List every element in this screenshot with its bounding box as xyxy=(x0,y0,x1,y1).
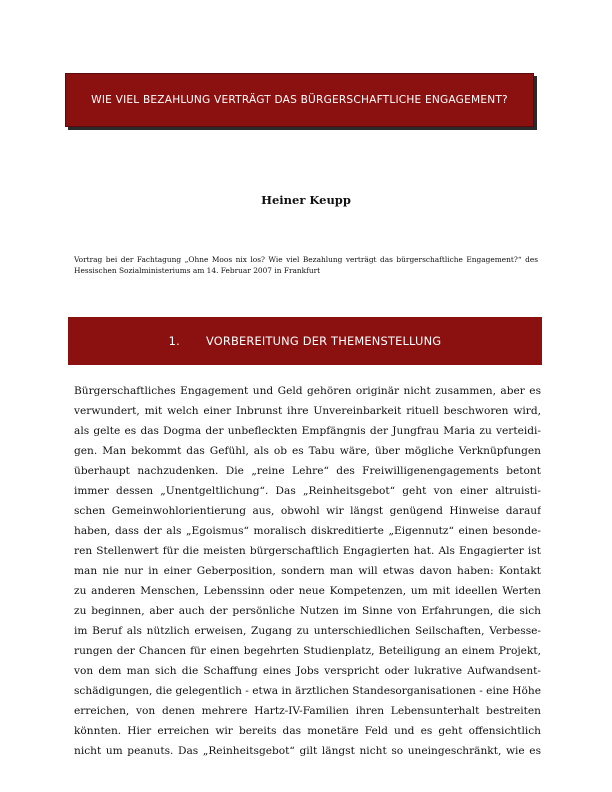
body-paragraph xyxy=(74,381,541,761)
body-line: verwundert, mit welch einer Inbrunst ihre Unvereinbarkeit rituell beschworen wird, xyxy=(74,405,541,417)
body-line: man nie nur in einer Geberposition, sondern man will etwas davon haben: Kontakt xyxy=(74,565,541,577)
body-line: schädigungen, die gelegentlich - etwa in ärztlichen Standesorganisationen - eine Höhe xyxy=(74,685,541,697)
body-line: nicht um peanuts. Das „Reinheitsgebot“ gilt längst nicht so uneingeschränkt, wie es xyxy=(74,745,541,757)
body-line: haben, dass der als „Egoismus“ moralisch diskreditierte „Eigennutz“ einen besonde- xyxy=(74,525,541,537)
body-line: schen Gemeinwohlorientierung aus, obwohl wir längst genügend Hinweise darauf xyxy=(74,505,541,517)
body-line: zu anderen Menschen, Lebenssinn oder neue Kompetenzen, um mit ideellen Werten xyxy=(74,585,541,597)
section-heading-banner xyxy=(68,317,542,365)
body-line: rungen der Chancen für einen begehrten Studienplatz, Beteiligung an einem Projekt, xyxy=(74,645,541,657)
body-line: Bürgerschaftliches Engagement und Geld gehören originär nicht zusammen, aber es xyxy=(74,385,541,397)
document-title: WIE VIEL BEZAHLUNG VERTRÄGT DAS BÜRGERSCHAFTLICHE ENGAGEMENT? xyxy=(91,94,508,106)
title-banner xyxy=(65,73,534,127)
body-line: im Beruf als nützlich erweisen, Zugang zu unterschiedlichen Seilschaften, Verbesse- xyxy=(74,625,541,637)
body-line: als gelte es das Dogma der unbefleckten Empfängnis der Jungfrau Maria zu verteidi- xyxy=(74,425,541,437)
body-line: von dem man sich die Schaffung eines Jobs verspricht oder lukrative Aufwandsent- xyxy=(74,665,541,677)
body-line: könnten. Hier erreichen wir bereits das monetäre Feld und es geht offensichtlich xyxy=(74,725,541,737)
section-number: 1. xyxy=(168,334,180,348)
body-line: immer dessen „Unentgeltlichung“. Das „Reinheitsgebot“ geht von einer altruisti- xyxy=(74,485,541,497)
body-line: überhaupt nachzudenken. Die „reine Lehre“ des Freiwilligenengagements betont xyxy=(74,465,541,477)
section-heading: VORBEREITUNG DER THEMENSTELLUNG xyxy=(205,334,442,348)
body-line: gen. Man bekommt das Gefühl, als ob es Tabu wäre, über mögliche Verknüpfungen xyxy=(74,445,541,457)
lecture-note: Vortrag bei der Fachtagung „Ohne Moos nix los? Wie viel Bezahlung verträgt das bürgerschaftliche Engagement?“ des Hessischen Sozialministeriums am 14. Februar 2007 in Frankfurt xyxy=(74,255,538,275)
author-name: Heiner Keupp xyxy=(261,193,351,207)
body-line: ren Stellenwert für die meisten bürgerschaftlich Engagierten hat. Als Engagierter ist xyxy=(74,545,541,557)
body-line: zu beginnen, aber auch der persönliche Nutzen im Sinne von Erfahrungen, die sich xyxy=(74,605,541,617)
body-line: erreichen, von denen mehrere Hartz-IV-Familien ihren Lebensunterhalt bestreiten xyxy=(74,705,541,717)
